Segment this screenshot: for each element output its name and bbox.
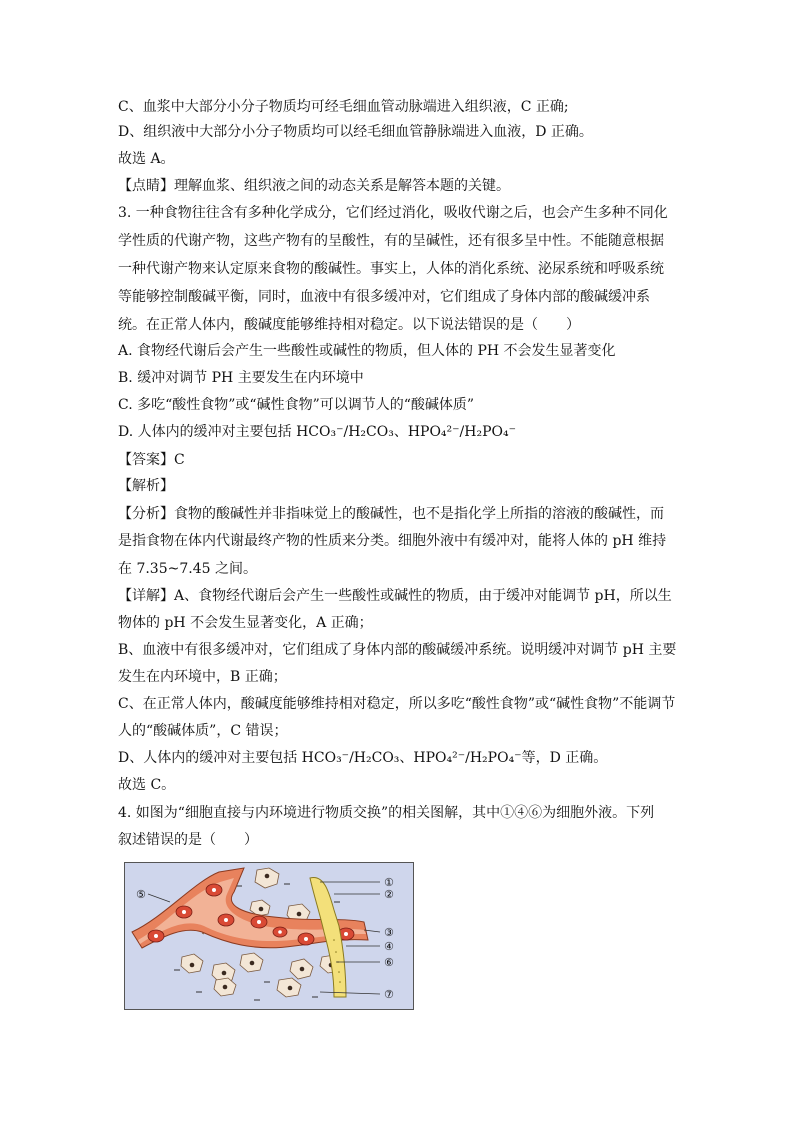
text-line: 是指食物在体内代谢最终产物的性质来分类。细胞外液中有缓冲对，能将人体的 pH 维持: [118, 533, 667, 549]
analysis-heading: 【解析】: [118, 478, 174, 494]
text-line: 【详解】A、食物经代谢后会产生一些酸性或碱性的物质，由于缓冲对能调节 pH，所以生: [118, 588, 672, 604]
text-line: D、组织液中大部分小分子物质均可以经毛细血管静脉端进入血液，D 正确。: [118, 124, 593, 140]
label-5: ⑤: [136, 888, 146, 901]
label-3: ③: [384, 926, 394, 939]
text-line: 人的“酸碱体质”，C 错误；: [118, 723, 288, 739]
option-b: B. 缓冲对调节 PH 主要发生在内环境中: [118, 370, 364, 386]
label-7: ⑦: [384, 988, 394, 1001]
text-line: 学性质的代谢产物，这些产物有的呈酸性，有的呈碱性，还有很多呈中性。不能随意根据: [118, 233, 664, 249]
text-line: 在 7.35~7.45 之间。: [118, 561, 257, 577]
label-6: ⑥: [384, 956, 394, 969]
text-line: 故选 C。: [118, 777, 176, 793]
label-2: ②: [384, 888, 394, 901]
text-line: 等能够控制酸碱平衡，同时，血液中有很多缓冲对，它们组成了身体内部的酸碱缓冲系: [118, 289, 650, 305]
tissue-diagram: [124, 862, 414, 1010]
text-line: 发生在内环境中，B 正确；: [118, 669, 287, 685]
text-line: 一种代谢产物来认定原来食物的酸碱性。事实上，人体的消化系统、泌尿系统和呼吸系统: [118, 261, 664, 277]
text-line: B、血液中有很多缓冲对，它们组成了身体内部的酸碱缓冲系统。说明缓冲对调节 pH 主要: [118, 642, 677, 658]
option-a: A. 食物经代谢后会产生一些酸性或碱性的物质，但人体的 PH 不会发生显著变化: [118, 343, 616, 359]
text-line: 【分析】食物的酸碱性并非指味觉上的酸碱性，也不是指化学上所指的溶液的酸碱性，而: [118, 506, 664, 522]
text-line: C、血浆中大部分小分子物质均可经毛细血管动脉端进入组织液，C 正确;: [118, 99, 569, 115]
option-c: C. 多吃“酸性食物”或“碱性食物”可以调节人的“酸碱体质”: [118, 397, 475, 413]
label-1: ①: [384, 876, 394, 889]
option-d: D. 人体内的缓冲对主要包括 HCO₃⁻/H₂CO₃、HPO₄²⁻/H₂PO₄⁻: [118, 424, 516, 440]
text-line: C、在正常人体内，酸碱度能够维持相对稳定，所以多吃“酸性食物”或“碱性食物”不能调节: [118, 696, 676, 712]
text-line: 叙述错误的是（ ）: [118, 832, 258, 848]
text-line: D、人体内的缓冲对主要包括 HCO₃⁻/H₂CO₃、HPO₄²⁻/H₂PO₄⁻等，D 正确。: [118, 750, 608, 766]
answer-line: 【答案】C: [118, 452, 185, 468]
text-line: 故选 A。: [118, 151, 175, 167]
question-4-stem: 4. 如图为“细胞直接与内环境进行物质交换”的相关图解，其中①④⑥为细胞外液。下列: [118, 805, 655, 821]
text-line: 物体的 pH 不会发生显著变化，A 正确；: [118, 615, 373, 631]
label-4: ④: [384, 940, 394, 953]
question-3-stem: 3. 一种食物往往含有多种化学成分，它们经过消化，吸收代谢之后，也会产生多种不同化: [118, 205, 668, 221]
text-line: 【点睛】理解血浆、组织液之间的动态关系是解答本题的关键。: [118, 178, 510, 194]
text-line: 统。在正常人体内，酸碱度能够维持相对稳定。以下说法错误的是（ ）: [118, 317, 580, 333]
